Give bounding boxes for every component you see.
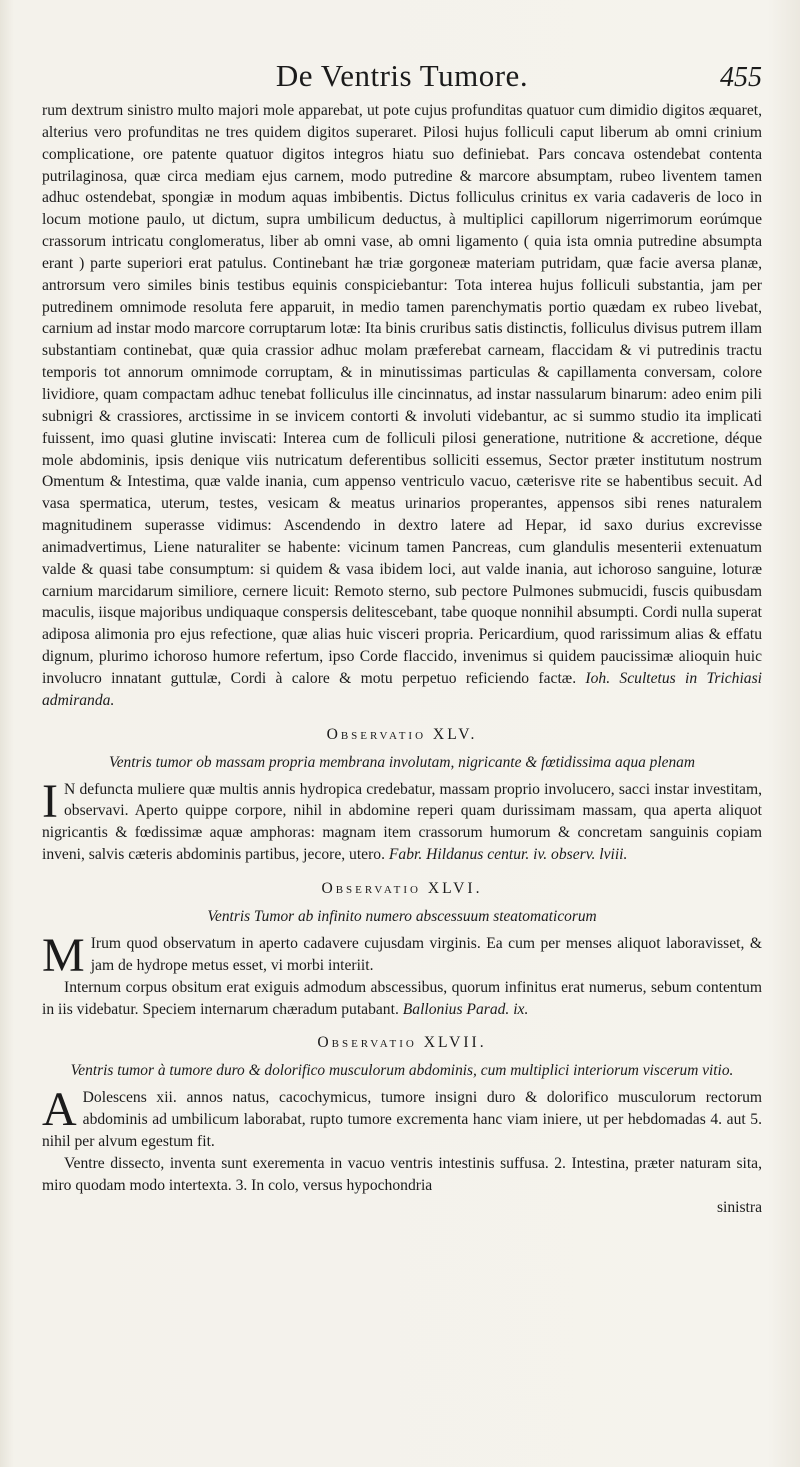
continuation-text: rum dextrum sinistro multo majori mole apparebat, ut pote cujus profunditas quatuor cum dimidio digitos æquaret, alterius vero profunditas ne tres quidem digitos superaret. Pilosi hujus folliculi caput liberum ab omni crinium complicatione, ore patente quatuor digitos integros hiatu suo definiebat. Pars concava ostendebat contenta putrilaginosa, quæ circa mediam ejus carnem, modo putredine & marcore absumptam, rubeo liventem tamen adhuc ostendebat, spongiæ in modum aquas imbibentis. Dictus folliculus crinitus ex varia cadaveris de loco in locum motione paulo, ut dictum, supra umbilicum deductus, à multiplici capillorum nigerrimorum eorúmque crassorum intricatu conglomeratus, liber ab omni vase, ab omni ligamento ( quia ista omnia putredine absumpta erant ) parte superiori erat patulus. Continebant hæ triæ gorgoneæ materiam putridam, quæ facie aversa planæ, antrorsum vero similes binis testibus equinis conspiciebantur: Tota interea hujus folliculi substantia, jam per putredinem omnimode resoluta fere apparuit, in medio tamen parenchymatis portio quædam ex rubeo livebat, carnium ad instar modo marcore corruptarum lotæ: Ita binis cruribus satis distinctis, folliculus divisus putrem illam substantiam continebat, quæ quia crassior adhuc molam præferebat carneam, flaccidam & vi putredinis tractu temporis tot annorum omnimode corruptam, & in minutissimas particulas & capillamenta conversam, colore lividiore, quam compactam adhuc tenebat folliculus ille cincinnatus, ad instar nassularum binarum: adeo enim pili subnigri & crassiores, arctissime in se invicem contorti & involuti videbantur, ac si summo studio ita implicati fuissent, imo quasi glutine inviscati: Interea cum de folliculi pilosi generatione, nutritione & accretione, déque mole abdominis, ipsis denique viis nutricatum deferentibus solliciti essemus, Sector præter institutum nostrum Omentum & Intestima, quæ valde inania, cum appenso ventriculo vacuo, cæterisve rite se habentibus secuit. Ad vasa spermatica, uterum, testes, vesicam & meatus urinarios properantes, appensos sibi renes naturalem magnitudinem superasse vidimus: Ascendendo in dextro latere ad Hepar, id saxo durius excrevisse animadvertimus, Liene naturaliter se habente: vicinum tamen Pancreas, cum glandulis mesenterii extenuatum valde & quasi tabe consumptum: si quidem & vasa ibidem loci, aut valde inania, aut ichoroso sanguine, loturæ carnium marcidarum similiore, cernere licuit: Remoto sterno, sub pectore Pulmones submucidi, fuscis quibusdam maculis, iisque majoribus undiquaque conspersis delitescebant, tabe quoque nonnihil absumpti. Cordi nulla superat adiposa alimonia pro ejus refectione, quæ alias huic visceri propria. Pericardium, quod rarissimum alias & effatu dignum, plurimo ichoroso humore refertum, ipso Corde flaccido, invenimus si quidem paucissimæ alioquin huic involucro innatant guttulæ, Cordi à calore & motu perpetuo reficiendo factæ. — [42, 102, 762, 687]
observation-title: Observatio XLV. — [326, 725, 478, 743]
observation-title: Observatio XLVI. — [321, 880, 483, 897]
observation-body: Dolescens xii. annos natus, cacochymicus, tumore insigni duro & dolorifico musculorum rectorum abdominis ad umbilicum laborabat, rupto tumore excrementa hanc viam iniere, ut per hebdomadas 4. aut 5. nihil per alvum egestum fit. — [42, 1089, 762, 1151]
page-number: 455 — [720, 62, 762, 93]
observation-subtitle: Ventris tumor ob massam propria membrana involutam, nigricante & fœtidissima aqua plenam — [109, 753, 695, 771]
citation: Fabr. Hildanus centur. iv. observ. lviii. — [388, 846, 628, 864]
observation-text — [42, 774, 762, 866]
observation-body: N defuncta muliere quæ multis annis hydropica credebatur, massam proprio involucero, sacci instar investitam, observavi. Aperto quippe corpore, nihil in abdomine reperi quam durissimam massam, qua aperta aliquot nigricantis & fœdissimæ aquæ amphoras: magnam item crassorum humorum & concretam sanguinis copiam inveni, salvis cæteris abdominis partibus, jecore, utero. — [42, 780, 762, 864]
continuation-paragraph — [42, 100, 762, 712]
drop-cap: M — [42, 929, 85, 982]
running-title: De Ventris Tumore. — [275, 58, 529, 93]
citation: Ballonius Parad. ix. — [402, 1000, 529, 1018]
observation-text — [42, 929, 762, 982]
observation-text — [42, 1083, 762, 1153]
observation-text-continued — [42, 977, 762, 1021]
observation-text-continued — [42, 1153, 762, 1197]
drop-cap: A — [42, 1083, 77, 1137]
observation-body: Irum quod observatum in aperto cadavere cujusdam virginis. Ea cum per menses aliquot laboravisset, & jam de hydrope metus esset, vi morbi interiit. — [90, 935, 762, 974]
catchword: sinistra — [716, 1198, 762, 1216]
drop-cap: I — [42, 774, 58, 828]
observation-subtitle: Ventris tumor à tumore duro & dolorifico musculorum abdominis, cum multiplici interiorum viscerum vitio. — [70, 1062, 734, 1080]
observation-body: Ventre dissecto, inventa sunt exerementa in vacuo ventris intestinis suffusa. 2. Intestina, præter naturam sita, miro quodam modo intertexta. 3. In colo, versus hypochondria — [42, 1154, 762, 1194]
observation-title: Observatio XLVII. — [317, 1034, 487, 1052]
observation-subtitle: Ventris Tumor ab infinito numero abscessuum steatomaticorum — [207, 908, 597, 925]
observation-body: Internum corpus obsitum erat exiguis admodum abscessibus, quorum infinitus erat numerus, sebum contentum in iis videbatur. Speciem internarum chæradum putabant. — [42, 978, 762, 1018]
page-header — [42, 48, 762, 100]
citation: Ioh. Scultetus in Trichiasi admiranda. — [42, 669, 762, 709]
